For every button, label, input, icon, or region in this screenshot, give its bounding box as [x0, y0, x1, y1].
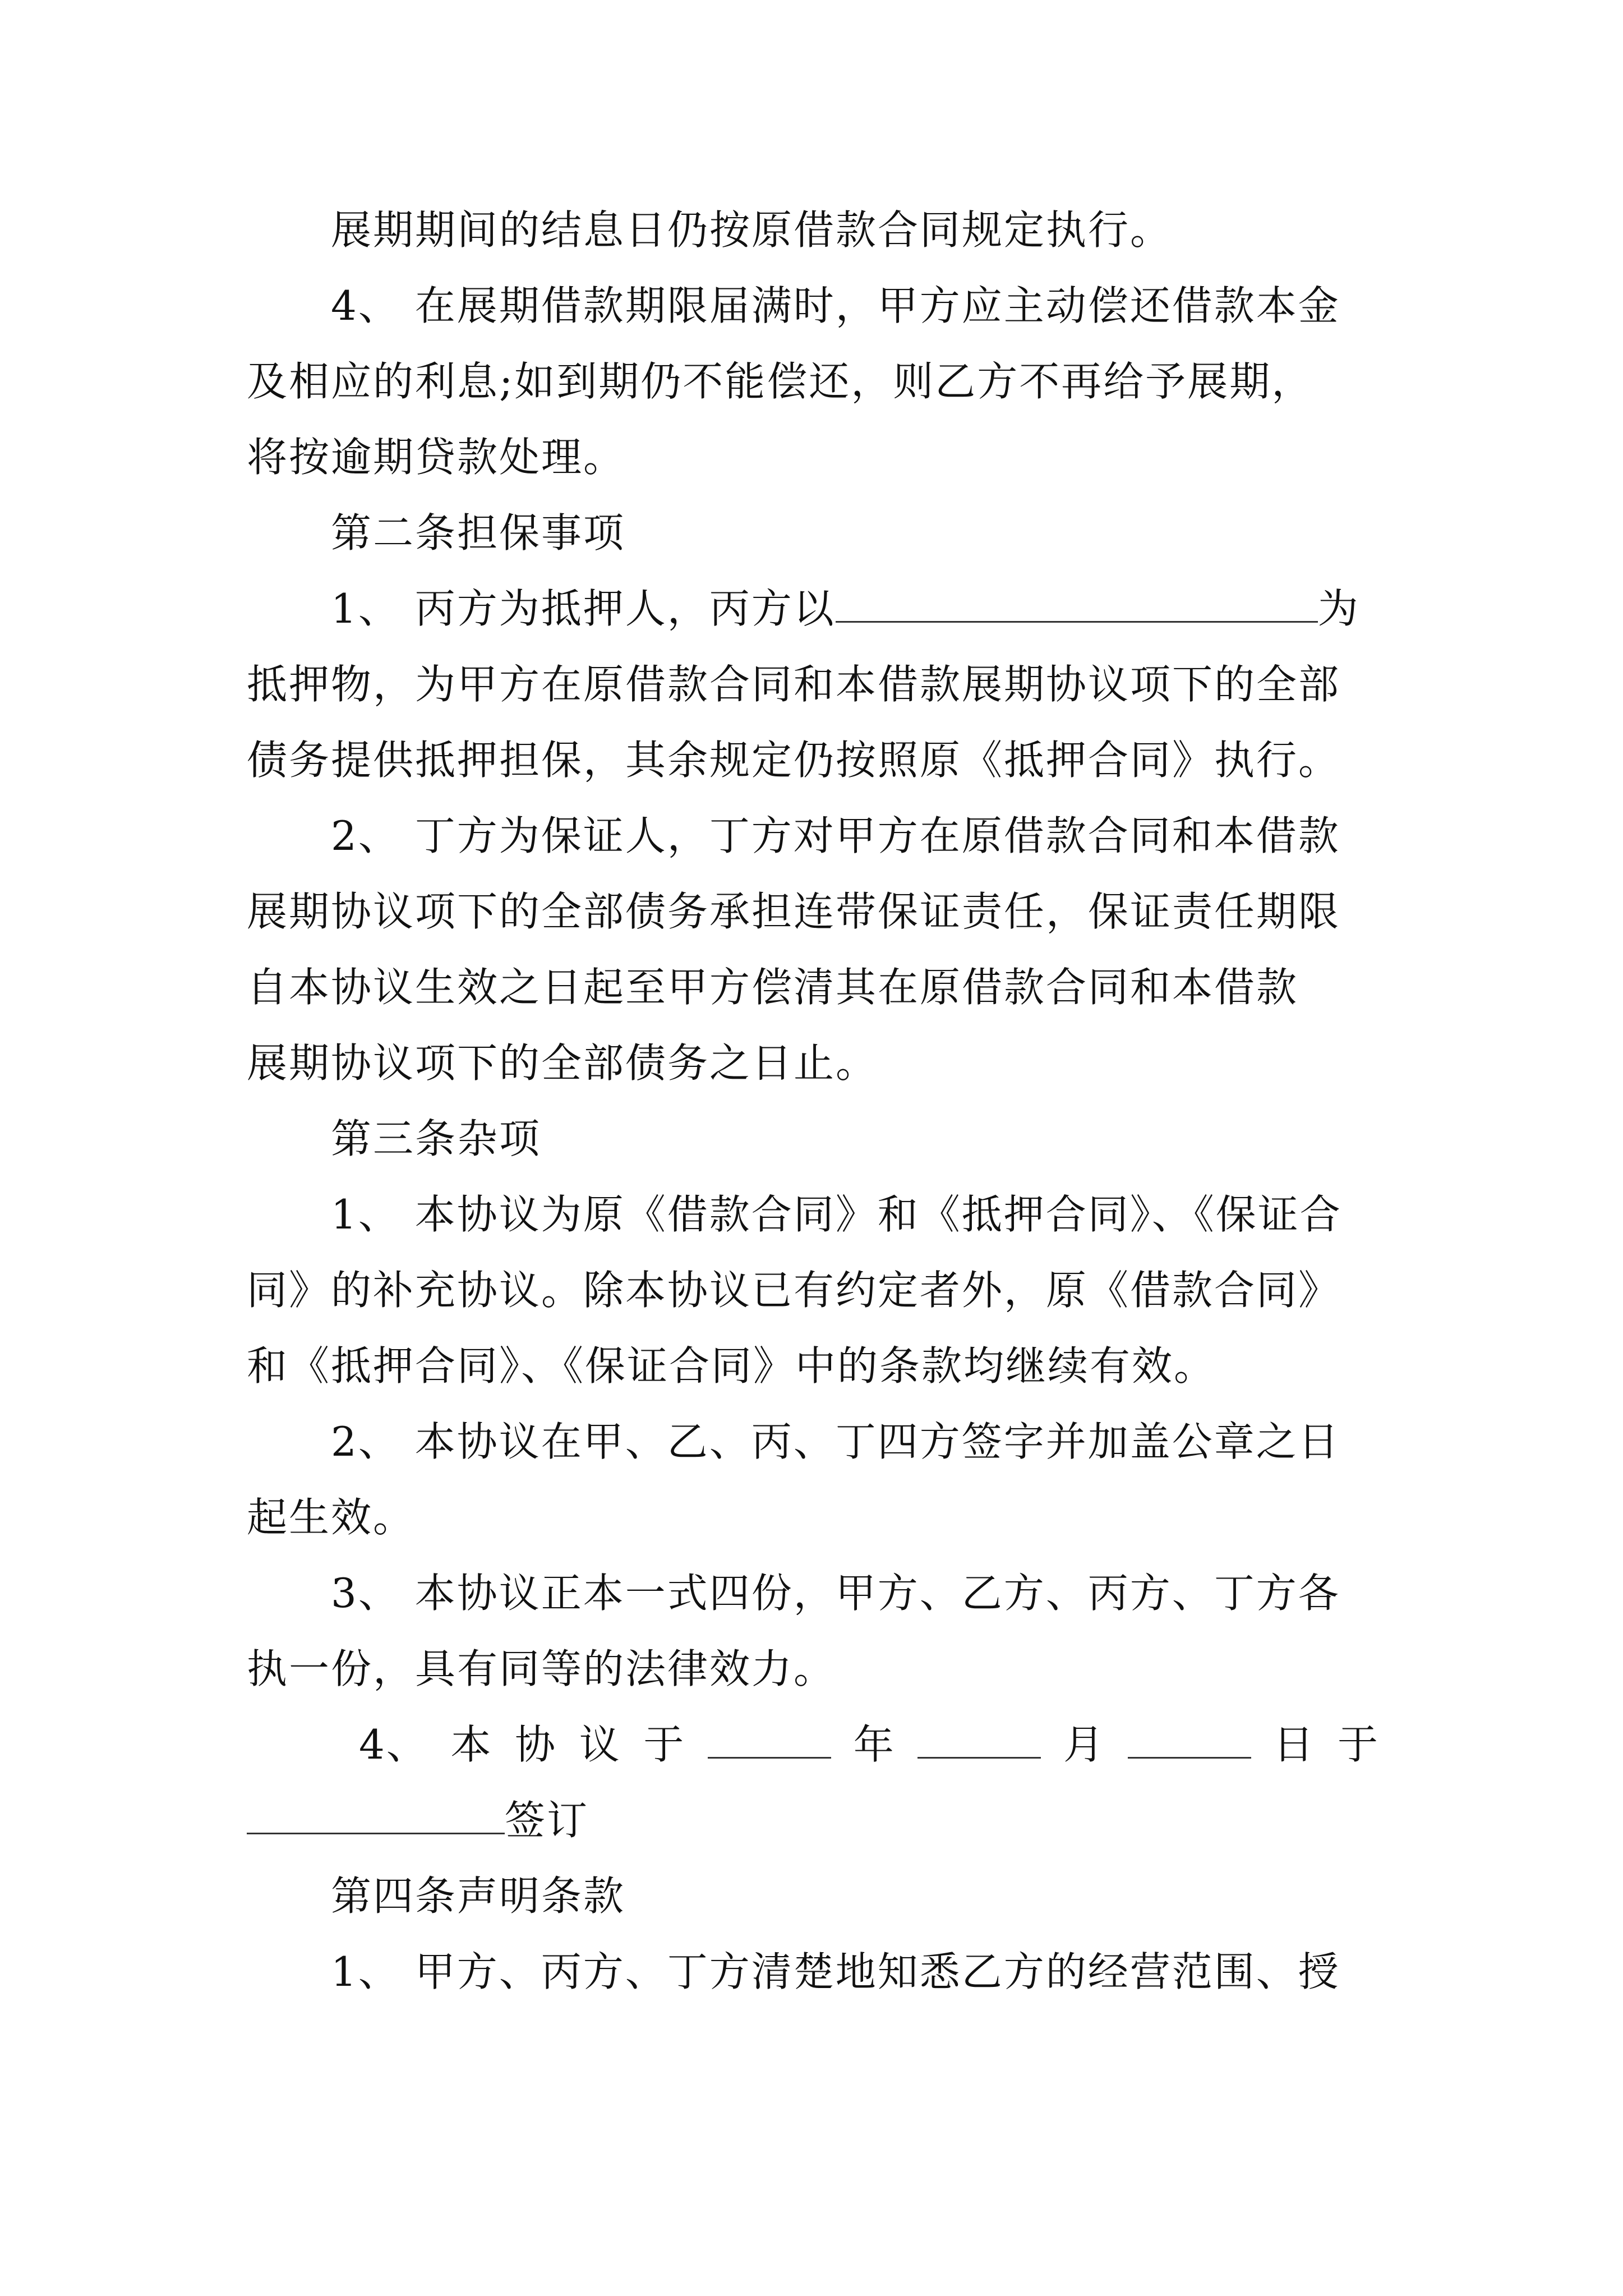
paragraph-line: 抵押物，为甲方在原借款合同和本借款展期协议项下的全部	[247, 661, 1341, 708]
section-heading: 第四条声明条款	[331, 1872, 626, 1920]
paragraph-line: 自本协议生效之日起至甲方偿清其在原借款合同和本借款	[247, 964, 1299, 1011]
clause-number: 4、	[359, 1721, 428, 1768]
pledge-suffix: 为	[1317, 585, 1360, 632]
paragraph-line: 3、 本协议正本一式四份，甲方、乙方、丙方、丁方各	[331, 1570, 1340, 1617]
paragraph-line: 2、 丁方为保证人，丁方对甲方在原借款合同和本借款	[331, 812, 1340, 859]
paragraph-line: 展期期间的结息日仍按原借款合同规定执行。	[331, 206, 1173, 254]
place-blank[interactable]	[247, 1793, 505, 1834]
at-label: 于	[1337, 1721, 1380, 1768]
month-label: 月	[1063, 1721, 1106, 1768]
day-label: 日	[1273, 1721, 1316, 1768]
paragraph-line: 1、 本协议为原《借款合同》和《抵押合同》、《保证合	[331, 1191, 1342, 1238]
sign-label: 签订	[505, 1797, 589, 1844]
pledge-prefix: 1、 丙方为抵押人，丙方以	[331, 585, 836, 632]
signing-date-line	[359, 1717, 1380, 1773]
date-word: 于	[643, 1721, 686, 1768]
paragraph-line: 将按逾期贷款处理。	[247, 434, 626, 481]
paragraph-line: 和《抵押合同》、《保证合同》中的条款均继续有效。	[247, 1342, 1216, 1389]
section-heading: 第三条杂项	[331, 1115, 542, 1162]
paragraph-line: 1、 甲方、丙方、丁方清楚地知悉乙方的经营范围、授	[331, 1948, 1340, 1995]
paragraph-line: 债务提供抵押担保，其余规定仍按照原《抵押合同》执行。	[247, 737, 1341, 784]
paragraph-line: 执一份，具有同等的法律效力。	[247, 1645, 836, 1692]
paragraph-line	[331, 581, 1391, 637]
date-word: 议	[579, 1721, 621, 1768]
year-label: 年	[853, 1721, 896, 1768]
paragraph-line: 4、 在展期借款期限届满时，甲方应主动偿还借款本金	[331, 282, 1340, 329]
date-word: 本	[450, 1721, 493, 1768]
paragraph-line: 2、 本协议在甲、乙、丙、丁四方签字并加盖公章之日	[331, 1418, 1340, 1465]
pledge-blank[interactable]	[836, 582, 1318, 623]
paragraph-line: 及相应的利息;如到期仍不能偿还，则乙方不再给予展期，	[247, 358, 1314, 405]
paragraph-line: 展期协议项下的全部债务承担连带保证责任，保证责任期限	[247, 888, 1341, 935]
paragraph-line: 起生效。	[247, 1494, 416, 1541]
date-word: 协	[515, 1721, 557, 1768]
signing-place-line	[247, 1792, 1391, 1848]
year-blank[interactable]	[708, 1718, 831, 1759]
paragraph-line: 展期协议项下的全部债务之日止。	[247, 1039, 878, 1087]
section-heading: 第二条担保事项	[331, 509, 626, 556]
day-blank[interactable]	[1128, 1718, 1251, 1759]
month-blank[interactable]	[917, 1718, 1041, 1759]
paragraph-line: 同》的补充协议。除本协议已有约定者外，原《借款合同》	[247, 1267, 1341, 1314]
